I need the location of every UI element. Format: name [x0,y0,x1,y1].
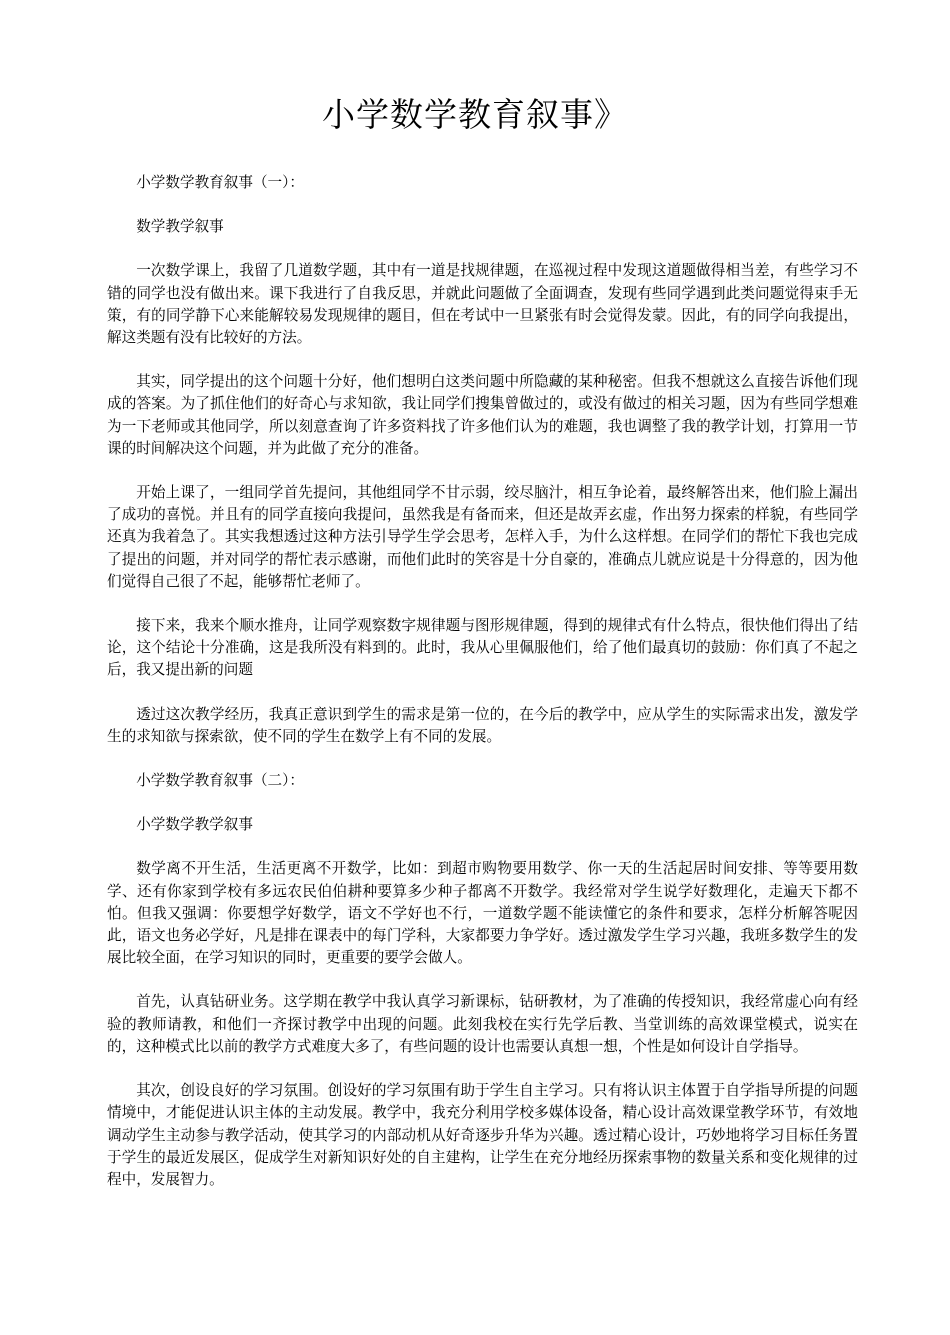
document-title: 小学数学教育叙事》 [322,95,628,134]
paragraph: 其实，同学提出的这个问题十分好，他们想明白这类问题中所隐藏的某种秘密。但我不想就这么直接告诉他们现成的答案。为了抓住他们的好奇心与求知欲，我让同学们搜集曾做过的，或没有做过的相关习题，因为有些同学想难为一下老师或其他同学，所以刻意查询了许多资料找了许多他们认为的难题，我也调整了我的教学计划，打算用一节课的时间解决这个问题，并为此做了充分的准备。 [107,373,858,457]
paragraph: 其次，创设良好的学习氛围。创设好的学习氛围有助于学生自主学习。只有将认识主体置于自学指导所提的问题情境中，才能促进认识主体的主动发展。教学中，我充分利用学校多媒体设备，精心设计高效课堂教学环节，有效地调动学生主动参与教学活动，使其学习的内部动机从好奇逐步升华为兴趣。透过精心设计，巧妙地将学习目标任务置于学生的最近发展区，促成学生对新知识好处的自主建构，让学生在充分地经历探索事物的数量关系和变化规律的过程中，发展智力。 [107,1082,858,1188]
paragraph: 首先，认真钻研业务。这学期在教学中我认真学习新课标，钻研教材，为了准确的传授知识，我经常虚心向有经验的教师请教，和他们一齐探讨教学中出现的问题。此刻我校在实行先学后教、当堂训练的高效课堂模式，说实在的，这种模式比以前的教学方式难度大多了，有些问题的设计也需要认真想一想，个性是如何设计自学指导。 [107,993,858,1055]
paragraph: 开始上课了，一组同学首先提问，其他组同学不甘示弱，绞尽脑汁，相互争论着，最终解答出来，他们脸上漏出了成功的喜悦。并且有的同学直接向我提问，虽然我是有备而来，但还是故弄玄虚，作出努力探索的样貌，有些同学还真为我着急了。其实我想透过这种方法引导学生学会思考，怎样入手，为什么这样想。在同学们的帮忙下我也完成了提出的问题，并对同学的帮忙表示感谢，而他们此时的笑容是十分自豪的，准确点儿就应说是十分得意的，因为他们觉得自己很了不起，能够帮忙老师了。 [107,484,858,590]
subheading-1: 数学教学叙事 [136,218,224,236]
section-heading-1: 小学数学教育叙事（一）： [136,174,305,191]
document-body [107,172,858,1191]
paragraph: 透过这次教学经历，我真正意识到学生的需求是第一位的，在今后的教学中，应从学生的实际需求出发，激发学生的求知欲与探索欲，使不同的学生在数学上有不同的发展。 [107,705,858,745]
subheading-2: 小学数学教学叙事 [136,816,253,834]
paragraph: 一次数学课上，我留了几道数学题，其中有一道是找规律题，在巡视过程中发现这道题做得相当差，有些学习不错的同学也没有做出来。课下我进行了自我反思，并就此问题做了全面调查，发现有些同学遇到此类问题觉得束手无策，有的同学静下心来能解较易发现规律的题目，但在考试中一旦紧张有时会觉得发蒙。因此，有的同学向我提出，解这类题有没有比较好的方法。 [107,262,858,347]
paragraph: 数学离不开生活，生活更离不开数学，比如：到超市购物要用数学、你一天的生活起居时间安排、等等要用数学、还有你家到学校有多远农民伯伯耕种要算多少种子都离不开数学。我经常对学生说学好数理化，走遍天下都不怕。但我又强调：你要想学好数学，语文不学好也不行，一道数学题不能读懂它的条件和要求，怎样分析解答呢因此，语文也务必学好，凡是排在课表中的每门学科，大家都要力争学好。透过激发学生学习兴趣，我班多数学生的发展比较全面，在学习知识的同时，更重要的要学会做人。 [107,860,858,967]
paragraph: 接下来，我来个顺水推舟，让同学观察数字规律题与图形规律题，得到的规律式有什么特点，很快他们得出了结论，这个结论十分准确，这是我所没有料到的。此时，我从心里佩服他们，给了他们最真切的鼓励：你们真了不起之后，我又提出新的问题 [107,617,858,679]
section-heading-2: 小学数学教育叙事（二）： [136,772,305,790]
